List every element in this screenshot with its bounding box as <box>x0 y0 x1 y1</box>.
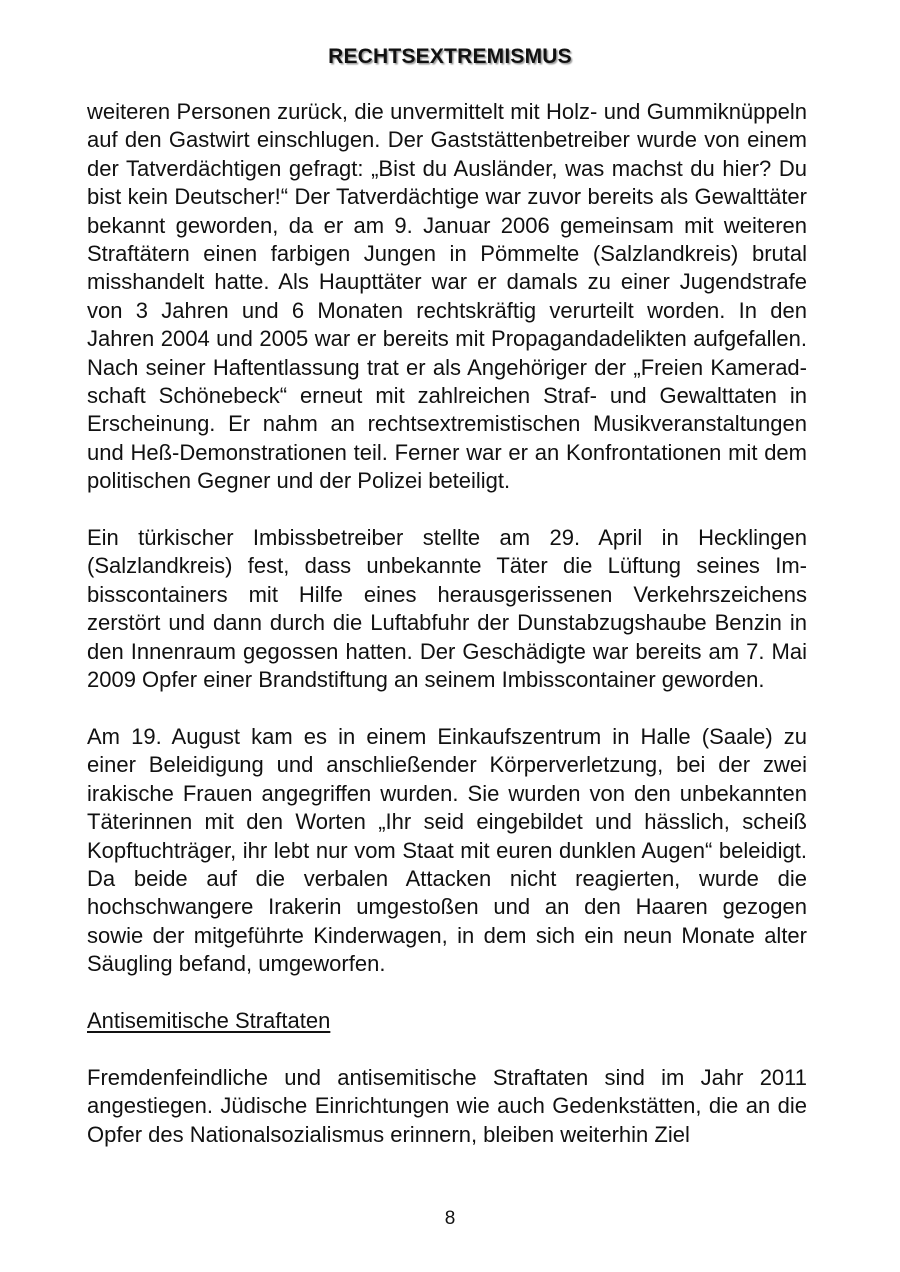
page-number: 8 <box>444 1208 456 1229</box>
section-heading-antisemitic-offences: Antisemitische Straftaten <box>87 1007 331 1033</box>
body-paragraph-snack-bar-incident: Ein türkischer Imbissbetreiber stellte am 29. April in Hecklingen (Salzlandkreis) fest, dass unbekannte Täter die Lüftung seines Imbisscontainers mit Hilfe eines herausgerissenen Verkehrszeichens zerstört und dann durch die Luftabfuhr der Dunstabzugshaube Benzin in den Innenraum gegossen hatten. Der Geschädigte war bereits am 7. Mai 2009 Opfer einer Brandstiftung an seinem Imbisscontainer geworden. <box>87 525 807 693</box>
body-paragraph-antisemitic-offences: Fremdenfeindliche und antisemitische Straftaten sind im Jahr 2011 angestiegen. Jüdische Einrichtungen wie auch Gedenkstätten, die an die Opfer des Nationalsozialismus erinnern, bleiben weiterhin Ziel <box>87 1064 807 1147</box>
page-header-title: RECHTSEXTREMISMUS <box>328 45 572 68</box>
document-body <box>87 98 807 1149</box>
body-paragraph-attack-on-innkeeper: weiteren Personen zurück, die unvermittelt mit Holz- und Gummiknüppeln auf den Gastwirt einschlugen. Der Gaststättenbetreiber wurde von einem der Tatverdächtigen gefragt: „Bist du Ausländer, was machst du hier? Du bist kein Deutscher!“ Der Tatverdächtige war zuvor bereits als Gewalttäter bekannt geworden, da er am 9. Januar 2006 gemeinsam mit weiteren Straftätern einen farbigen Jungen in Pömmelte (Salzlandkreis) brutal misshandelt hatte. Als Haupttäter war er damals zu einer Jugendstrafe von 3 Jahren und 6 Monaten rechtskräftig verurteilt worden. In den Jahren 2004 und 2005 war er bereits mit Propagandadelikten aufgefallen. Nach seiner Haftentlassung trat er als Angehöriger der „Freien Kameradschaft Schönebeck“ erneut mit zahlreichen Straf- und Gewalttaten in Erscheinung. Er nahm an rechtsextremistischen Musikveranstaltungen und Heß-Demonstrationen teil. Ferner war er an Konfrontationen mit dem politischen Gegner und der Polizei beteiligt. <box>87 99 807 494</box>
body-paragraph-halle-assault: Am 19. August kam es in einem Einkaufszentrum in Halle (Saale) zu einer Beleidigung und anschließender Körperverletzung, bei der zwei irakische Frauen angegriffen wurden. Sie wurden von den unbekannten Täterinnen mit den Worten „Ihr seid eingebildet und hässlich, scheiß Kopftuchträger, ihr lebt nur vom Staat mit euren dunklen Augen“ beleidigt. Da beide auf die verbalen Attacken nicht reagierten, wurde die hochschwangere Irakerin umgestoßen und an den Haaren gezogen sowie der mitgeführte Kinderwagen, in dem sich ein neun Monate alter Säugling befand, umgeworfen. <box>87 723 807 977</box>
